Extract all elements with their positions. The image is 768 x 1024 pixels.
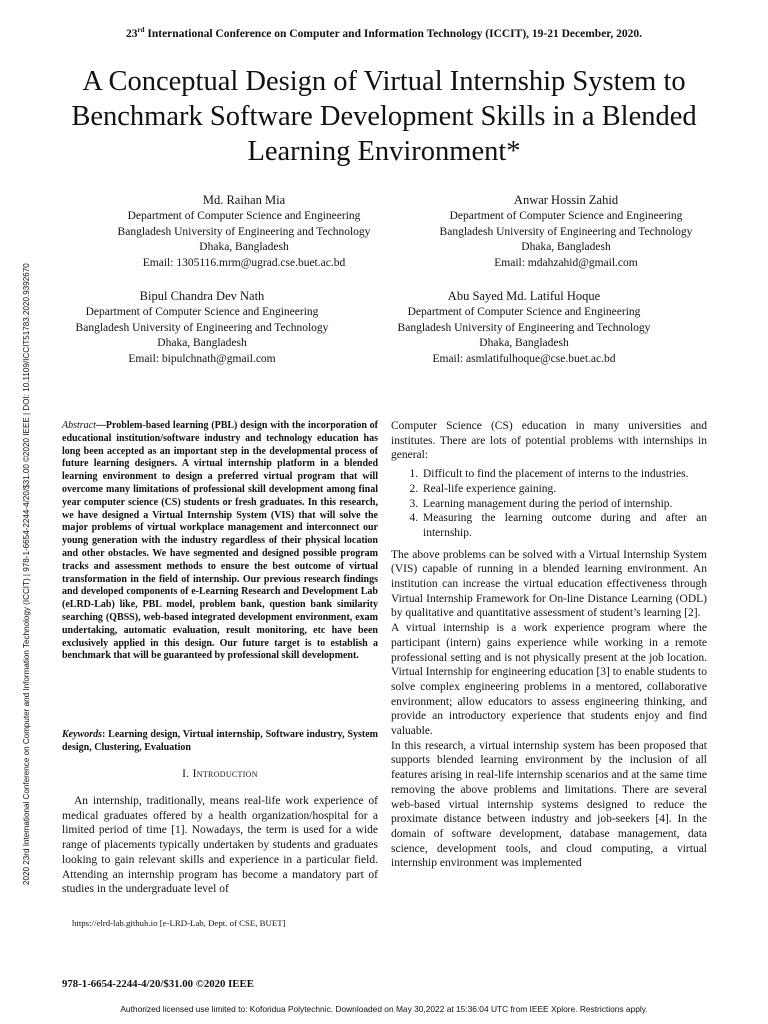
paragraph: The above problems can be solved with a Virtual Internship System (VIS) capable of running in a blended learning environment. An institution can increase the virtual education effectiveness through Virtual Internship Framework for On-line Distance Learning (ODL) by qualitative and quantitative assessment of student’s learning [2].	[391, 548, 707, 620]
author-univ: Bangladesh University of Engineering and Technology	[397, 321, 651, 334]
author-email: Email: mdahzahid@gmail.com	[494, 257, 638, 270]
author-dept: Department of Computer Science and Engineering	[85, 305, 319, 318]
intro-paragraph: An internship, traditionally, means real-life work experience of medical graduates offered by a health organization/hospital for a limited period of time [1]. Nowadays, the term is used for a wide range of placements typically undertaken by students and graduates looking to gain relevant skills and experience in a particular field. Attending an internship program has become a mandatory part of studies in the undergraduate level of	[62, 795, 378, 896]
author-name: Abu Sayed Md. Latiful Hoque	[447, 289, 601, 303]
author-email: Email: 1305116.mrm@ugrad.cse.buet.ac.bd	[142, 257, 346, 270]
author-name: Bipul Chandra Dev Nath	[139, 289, 265, 303]
paragraph: A virtual internship is a work experience program where the participant (intern) gains experience while working in a remote professional setting and is not physically present at the job location. Virtual Internship for engineering education [3] to enable students to solve complex engineering problems in a mentored, collaborative environment; allow educators to assess engineering thinking, and provide an introductory experience that students enjoy and find valuable.	[391, 622, 707, 738]
author-block-3	[50, 289, 354, 368]
author-univ: Bangladesh University of Engineering and Technology	[75, 321, 329, 334]
author-city: Dhaka, Bangladesh	[199, 241, 289, 254]
keywords-label: Keywords	[62, 729, 102, 740]
author-univ: Bangladesh University of Engineering and Technology	[117, 225, 371, 238]
conference-header	[0, 26, 768, 40]
author-email: Email: bipulchnath@gmail.com	[128, 353, 276, 366]
list-item: 3. Learning management during the period of internship.	[421, 497, 707, 512]
list-item: 1. Difficult to find the placement of interns to the industries.	[421, 467, 707, 482]
copyright-notice: 978-1-6654-2244-4/20/$31.00 ©2020 IEEE	[62, 978, 254, 990]
author-city: Dhaka, Bangladesh	[157, 337, 247, 350]
paper-title: A Conceptual Design of Virtual Internship System to Benchmark Software Development Skills in a Blended Learning Environment*	[71, 66, 697, 167]
paragraph: Computer Science (CS) education in many universities and institutes. There are lots of potential problems with internships in general:	[391, 420, 707, 462]
author-univ: Bangladesh University of Engineering and Technology	[439, 225, 693, 238]
abstract-label: Abstract	[62, 420, 96, 431]
list-item: 2. Real-life experience gaining.	[421, 482, 707, 497]
author-name: Md. Raihan Mia	[202, 193, 286, 207]
paragraph: In this research, a virtual internship system has been proposed that supports blended learning environment by the inclusion of all features arising in real-life internship scenarios and at the same time removing the above problems and limitations. There are several web-based virtual internship systems designed to reduce the proximate distance between industry and job-seekers [4]. In the domain of software development, database management, data science, development tools, and cloud computing, a virtual internship environment was implemented	[391, 739, 707, 870]
author-dept: Department of Computer Science and Engineering	[407, 305, 641, 318]
side-doi-text: 2020 23rd International Conference on Computer and Information Technology (ICCIT) | 978-1-6654-2244-4/20/$31.00 ©2020 IEEE | DOI: 10.1109/ICCIT51783.2020.9392670	[22, 263, 31, 885]
problem-list	[391, 467, 707, 541]
author-block-4	[372, 289, 676, 368]
right-column	[391, 419, 707, 871]
author-city: Dhaka, Bangladesh	[521, 241, 611, 254]
abstract-text: —Problem-based learning (PBL) design with the incorporation of educational institution/software industry and technology education has long been accepted as an important step in the developmental process of future learning designers. A virtual internship platform in a blended learning environment to design a preferred virtual program that will overcome many limitations of professional skill development among final year computer science (CS) students or fresh graduates. In this research, we have designed a Virtual Internship System (VIS) that will solve the major problems of virtual workplace management and interconnect our young generation with the industry regardless of their physical location and other obstacles. We have segmented and designed possible program tracks and assessment methods to ensure the best outcome of virtual transformation in the field of internship. Our previous research findings and developed components of e-Learning Research and Development Lab (eLRD-Lab) like, PBL model, problem bank, question bank similarity searching (QBSS), web-based integrated development environment, exam undertaking, automatic evaluation, result monitoring, etc have been exclusively applied in this design. Our future target is to establish a benchmark that will be guaranteed by professional skill development.	[62, 420, 378, 662]
keywords	[62, 729, 378, 755]
author-block-2	[414, 193, 718, 272]
author-email: Email: asmlatifulhoque@cse.buet.ac.bd	[432, 353, 616, 366]
footnote-link[interactable]: https://elrd-lab.github.io [e-LRD-Lab, Dept. of CSE, BUET]	[72, 918, 286, 928]
author-name: Anwar Hossin Zahid	[513, 193, 619, 207]
author-city: Dhaka, Bangladesh	[479, 337, 569, 350]
author-dept: Department of Computer Science and Engineering	[127, 209, 361, 222]
list-item: 4. Measuring the learning outcome during and after an internship.	[421, 511, 707, 540]
conference-ordinal: rd	[137, 26, 145, 34]
author-block-1	[92, 193, 396, 272]
abstract	[62, 420, 378, 663]
authorization-footer: Authorized licensed use limited to: Koforidua Polytechnic. Downloaded on May 30,2022 at 15:36:04 UTC from IEEE Xplore. Restrictions apply.	[120, 1004, 648, 1014]
conference-number: 23	[126, 27, 138, 40]
section-heading-introduction: I. Introduction	[182, 768, 258, 780]
keywords-text: : Learning design, Virtual internship, Software industry, System design, Clustering, Evaluation	[62, 729, 378, 753]
conference-text: International Conference on Computer and Information Technology (ICCIT), 19-21 December, 2020.	[144, 27, 642, 40]
author-dept: Department of Computer Science and Engineering	[449, 209, 683, 222]
